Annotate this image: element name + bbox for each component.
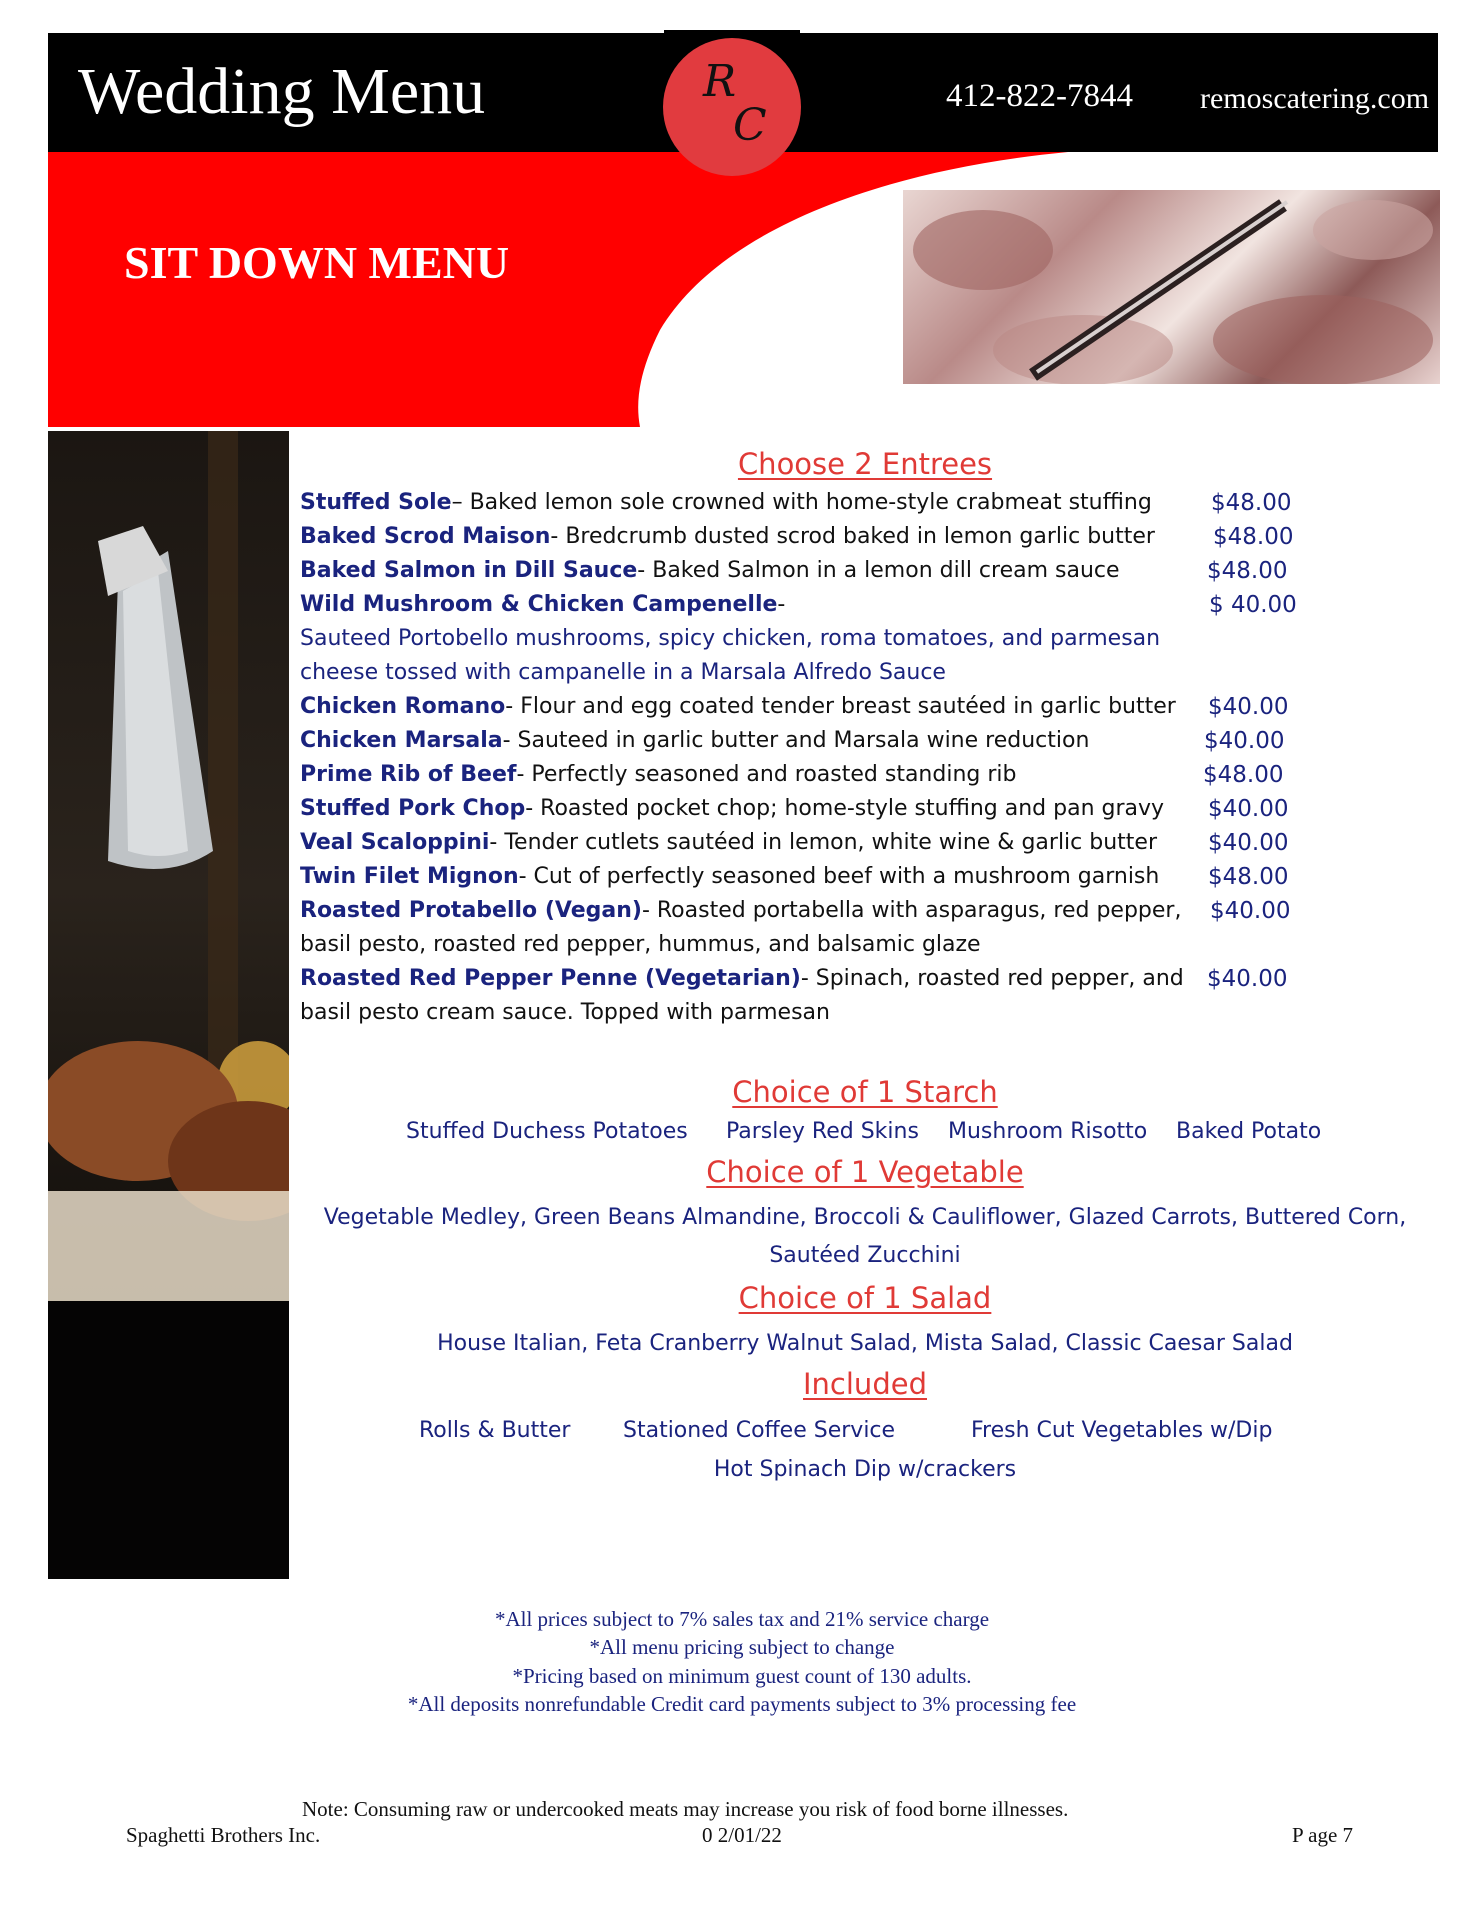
pricing-note: *All deposits nonrefundable Credit card payments subject to 3% processing fee [407,1692,1077,1716]
entree-price: $48.00 [1211,490,1292,516]
footer-company: Spaghetti Brothers Inc. [126,1823,321,1847]
entree-name: Roasted Protabello (Vegan) [300,898,642,923]
entree-desc: - Flour and egg coated tender breast sautéed in garlic butter [505,694,1176,719]
website: remoscatering.com [1200,82,1430,115]
page-title: Wedding Menu [78,55,486,128]
entrees-heading: Choose 2 Entrees [737,447,993,481]
entree-stuffed-pork-chop [300,792,1180,826]
entree-desc: - [777,592,786,617]
included-item: Fresh Cut Vegetables w/Dip [971,1418,1273,1443]
logo-letter-r: R [703,56,737,107]
logo-tab [664,30,800,38]
vegetable-heading: Choice of 1 Vegetable [706,1155,1024,1189]
vegetable-options: Vegetable Medley, Green Beans Almandine, Broccoli & Cauliflower, Glazed Carrots, Buttered Corn, [323,1205,1407,1230]
entree-desc: basil pesto, roasted red pepper, hummus, and balsamic glaze [300,932,981,957]
entree-desc: - Roasted portabella with asparagus, red pepper, [641,898,1182,923]
entree-roasted-protabello [300,894,1180,928]
entree-desc-line [300,622,1180,656]
entree-name: Stuffed Sole [300,490,452,515]
included-item: Rolls & Butter [419,1418,571,1443]
entree-name: Prime Rib of Beef [300,762,517,787]
entree-twin-filet-mignon [300,860,1180,894]
entree-desc: - Tender cutlets sautéed in lemon, white wine & garlic butter [489,830,1157,855]
entree-desc-line [300,996,1180,1030]
vegetable-options-cont: Sautéed Zucchini [769,1243,961,1268]
starch-item: Baked Potato [1176,1119,1322,1144]
entree-price: $40.00 [1208,830,1289,856]
entree-price: $48.00 [1207,558,1288,584]
salad-heading: Choice of 1 Salad [738,1281,992,1315]
entree-name: Chicken Romano [300,694,506,719]
footer-page-number: P age 7 [1292,1823,1354,1847]
entree-chicken-romano [300,690,1180,724]
entree-desc: - Spinach, roasted red pepper, and [800,966,1184,991]
entree-desc: Sauteed Portobello mushrooms, spicy chicken, roma tomatoes, and parmesan [300,626,1161,651]
pricing-note: *Pricing based on minimum guest count of 130 adults. [512,1664,972,1688]
logo [663,38,801,176]
starch-item: Parsley Red Skins [726,1119,919,1144]
starch-item: Stuffed Duchess Potatoes [406,1119,688,1144]
entree-price: $48.00 [1203,762,1284,788]
included-heading: Included [803,1367,927,1401]
entree-wild-mushroom-chicken [300,588,1180,622]
entree-stuffed-sole [300,486,1180,520]
entree-name: Chicken Marsala [300,728,503,753]
entree-name: Veal Scaloppini [300,830,490,855]
entree-price: $48.00 [1208,864,1289,890]
entree-price: $40.00 [1210,898,1291,924]
entree-chicken-marsala [300,724,1180,758]
logo-letter-c: C [733,100,767,151]
entree-desc: - Perfectly seasoned and roasted standing rib [516,762,1017,787]
entree-desc-line [300,656,1180,690]
entree-name: Wild Mushroom & Chicken Campenelle [300,592,778,617]
entree-price: $48.00 [1213,524,1294,550]
entree-baked-scrod [300,520,1180,554]
food-safety-warning: Note: Consuming raw or undercooked meats may increase you risk of food borne illnesses. [302,1797,1069,1821]
entree-desc: basil pesto cream sauce. Topped with parmesan [300,1000,830,1025]
entree-desc: – Baked lemon sole crowned with home-style crabmeat stuffing [451,490,1152,515]
pricing-note: *All menu pricing subject to change [589,1635,895,1659]
entree-baked-salmon [300,554,1180,588]
entree-desc: - Sauteed in garlic butter and Marsala wine reduction [502,728,1090,753]
entree-name: Baked Salmon in Dill Sauce [300,558,638,583]
entree-desc: - Cut of perfectly seasoned beef with a mushroom garnish [518,864,1160,889]
entree-veal-scaloppini [300,826,1180,860]
entree-name: Baked Scrod Maison [300,524,551,549]
included-item: Stationed Coffee Service [623,1418,896,1443]
entree-desc-line [300,928,1180,962]
banner-title: SIT DOWN MENU [124,237,510,288]
entree-desc: cheese tossed with campanelle in a Marsala Alfredo Sauce [300,660,946,685]
entree-name: Twin Filet Mignon [300,864,519,889]
entree-price: $40.00 [1208,694,1289,720]
entree-name: Roasted Red Pepper Penne (Vegetarian) [300,966,801,991]
included-item: Hot Spinach Dip w/crackers [713,1457,1017,1482]
entree-price: $40.00 [1204,728,1285,754]
starch-item: Mushroom Risotto [948,1119,1148,1144]
entree-price: $ 40.00 [1209,592,1297,618]
entree-roasted-red-pepper-penne [300,962,1184,996]
pricing-note: *All prices subject to 7% sales tax and 21% service charge [494,1607,990,1631]
footer-date: 0 2/01/22 [702,1823,782,1847]
entree-desc: - Bredcrumb dusted scrod baked in lemon garlic butter [550,524,1155,549]
entree-desc: - Roasted pocket chop; home-style stuffing and pan gravy [525,796,1165,821]
entree-price: $40.00 [1207,966,1288,992]
meat-photo [903,190,1440,384]
entree-prime-rib [300,758,1180,792]
food-station-photo [48,431,289,1579]
phone-number: 412-822-7844 [946,78,1133,114]
entree-name: Stuffed Pork Chop [300,796,526,821]
starch-heading: Choice of 1 Starch [732,1075,998,1109]
entree-desc: - Baked Salmon in a lemon dill cream sauce [637,558,1120,583]
entree-price: $40.00 [1208,796,1289,822]
salad-options: House Italian, Feta Cranberry Walnut Salad, Mista Salad, Classic Caesar Salad [437,1331,1293,1356]
